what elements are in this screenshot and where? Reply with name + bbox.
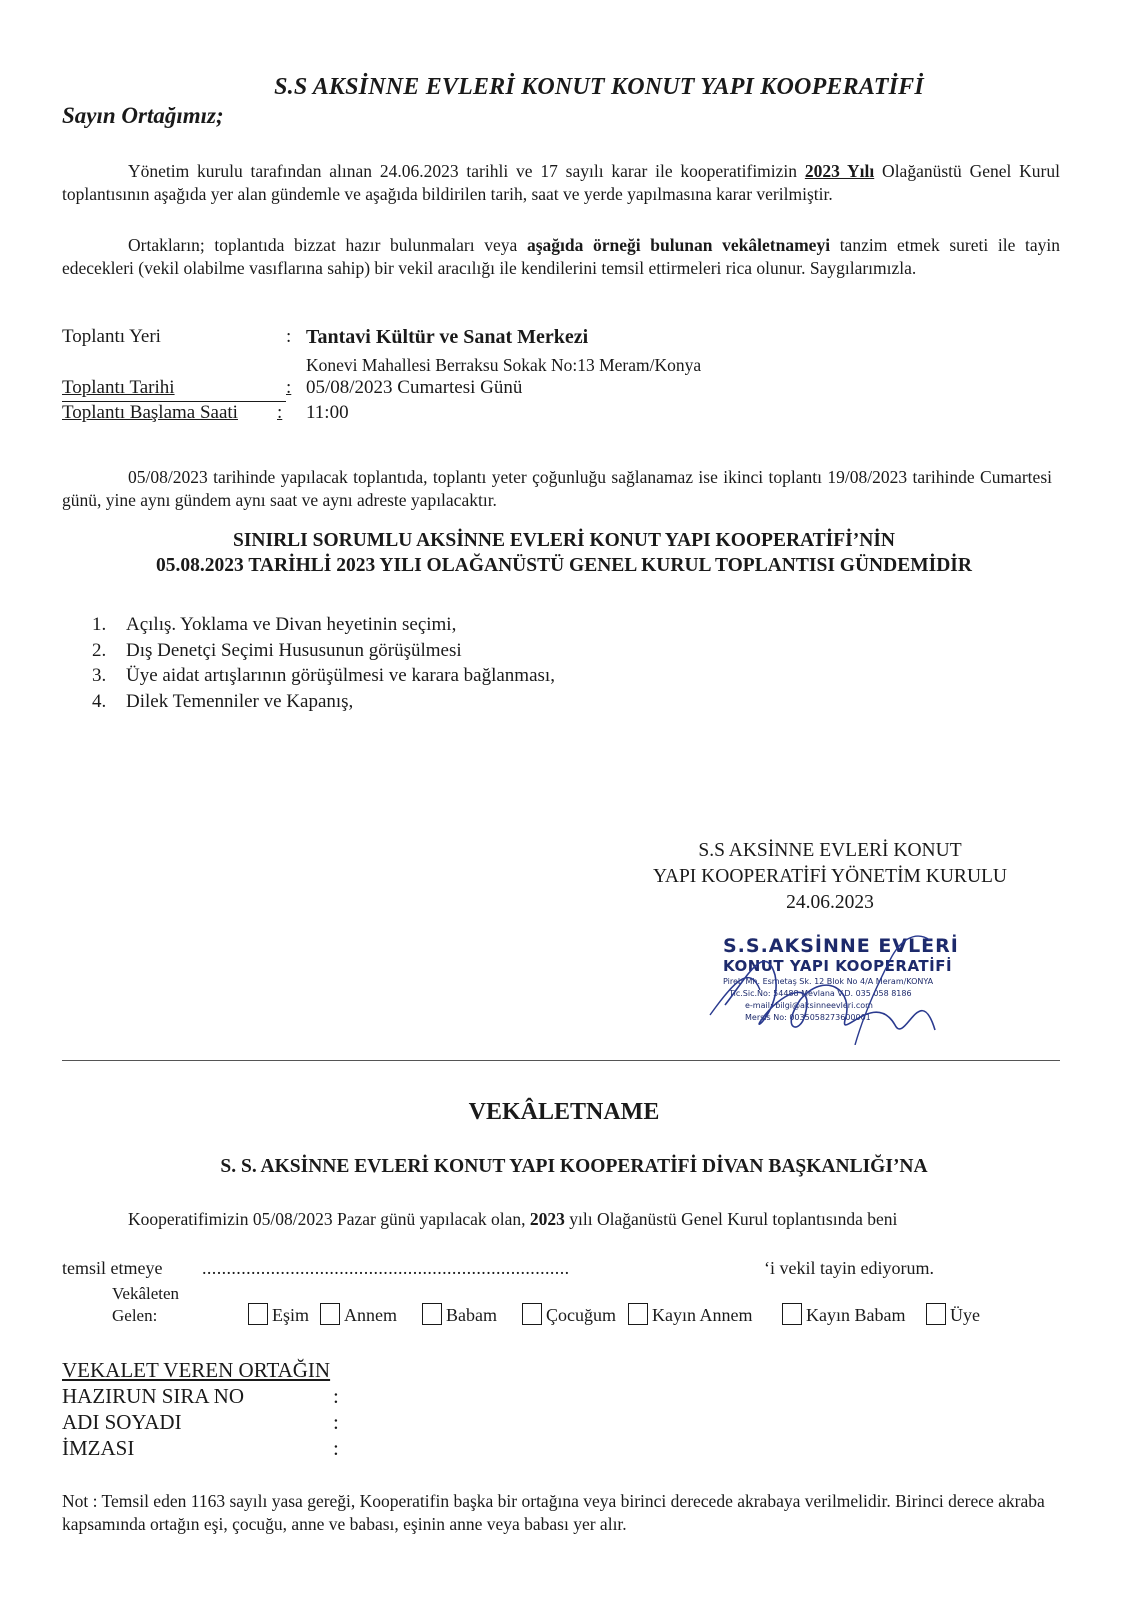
place-colon: :	[286, 326, 292, 347]
checkbox[interactable]	[422, 1303, 442, 1325]
board-signature-line1: S.S AKSİNNE EVLERİ KONUT	[698, 840, 962, 861]
handwritten-signature	[705, 920, 965, 1045]
relation-option-spouse[interactable]	[248, 1303, 309, 1326]
proxy-text: Kooperatifimizin 05/08/2023 Pazar günü yapılacak olan,	[128, 1209, 530, 1229]
checkbox[interactable]	[522, 1303, 542, 1325]
option-label: Annem	[344, 1305, 397, 1325]
stamp-text-4: Tic.Sic.No: 54488 Mevlana V.D. 035 058 8186	[729, 989, 912, 998]
form-row-list-no: HAZIRUN SIRA NO	[62, 1384, 245, 1408]
stamp-text-6: Mersis No: 0035058273600001	[745, 1013, 871, 1022]
intro-text: tanzim etmek sureti ile tayin edecekleri (vekil olabilme vasıflarına sahip) bir vekil aracılığı ile kendilerini temsil ettirmeleri rica olunur. Saygılarımızla.	[62, 235, 1060, 278]
intro-paragraph-1	[62, 160, 1060, 206]
place-label: Toplantı Yeri	[62, 326, 161, 347]
stamp-text-3: Pireb Mh. Esmetaş Sk. 12 Blok No 4/A Meram/KONYA	[723, 977, 934, 986]
proxy-title: VEKÂLETNAME	[468, 1099, 660, 1125]
relation-option-child[interactable]	[522, 1303, 616, 1326]
date-label-underline	[62, 377, 286, 402]
agenda-heading-2: 05.08.2023 TARİHLİ 2023 YILI OLAĞANÜSTÜ GENEL KURUL TOPLANTISI GÜNDEMİDİR	[156, 555, 972, 576]
agenda-item	[92, 663, 555, 689]
intro-text: Olağanüstü Genel Kurul toplantısının aşağıda yer alan gündemle ve aşağıda bildirilen tarih, saat ve yerde yapılmasına karar verilmiştir.	[62, 161, 1060, 204]
representative-name-field[interactable]: ...........................................................................	[202, 1258, 570, 1278]
legal-note: Not : Temsil eden 1163 sayılı yasa gereği, Kooperatifin başka bir ortağına veya birinci derecede akrabaya verilmelidir. Birinci derece akraba kapsamında ortağın eşi, çocuğu, anne ve babası, eşinin anne veya babası yer alır.	[62, 1491, 1045, 1534]
board-signature-date: 24.06.2023	[786, 892, 874, 913]
agenda-heading-1: SINIRLI SORUMLU AKSİNNE EVLERİ KONUT YAPI KOOPERATİFİ’NİN	[232, 530, 896, 551]
agenda-item	[92, 612, 555, 638]
option-label: Kayın Babam	[806, 1305, 906, 1325]
date-label: Toplantı Tarihi	[62, 377, 175, 398]
form-row-name: ADI SOYADI	[62, 1410, 182, 1434]
form-heading: VEKALET VEREN ORTAĞIN	[62, 1358, 331, 1382]
stamp-text-5: e-mail: bilgi@aksinneevleri.com	[745, 1001, 873, 1010]
proxy-bold-year: 2023	[529, 1209, 565, 1229]
checkbox[interactable]	[782, 1303, 802, 1325]
time-label: Toplantı Başlama Saati	[62, 402, 238, 423]
representative-line	[62, 1258, 1060, 1279]
intro-text: Ortakların; toplantıda bizzat hazır bulunmaları veya	[128, 235, 527, 255]
intro-paragraph-2	[62, 234, 1060, 280]
intro-text: Yönetim kurulu tarafından alınan 24.06.2023 tarihli ve 17 sayılı karar ile kooperatifimizin	[128, 161, 805, 181]
second-meeting-paragraph	[62, 466, 1052, 512]
section-divider	[62, 1060, 1060, 1061]
intro-bold-proxy: aşağıda örneği bulunan vekâletnameyi	[526, 235, 831, 255]
option-label: Çocuğum	[546, 1305, 616, 1325]
agenda-item-text: Dilek Temenniler ve Kapanış,	[126, 690, 354, 712]
salutation: Sayın Ortağımız;	[62, 103, 224, 128]
proxy-subtitle: S. S. AKSİNNE EVLERİ KONUT YAPI KOOPERATİFİ DİVAN BAŞKANLIĞI’NA	[220, 1156, 928, 1177]
agenda-item-number: 1.	[92, 614, 107, 635]
representative-suffix: ‘i vekil tayin ediyorum.	[764, 1258, 934, 1278]
form-colon: :	[333, 1384, 339, 1408]
board-signature-line2: YAPI KOOPERATİFİ YÖNETİM KURULU	[652, 866, 1008, 887]
second-meeting-text: 05/08/2023 tarihinde yapılacak toplantıda, toplantı yeter çoğunluğu sağlanamaz ise ikinci toplantı 19/08/2023 tarihinde Cumartesi günü, yine aynı gündem aynı saat ve aynı adreste yapılacaktır.	[62, 467, 1052, 510]
agenda-item-number: 2.	[92, 639, 107, 661]
cooperative-stamp	[715, 935, 975, 1050]
date-colon: :	[286, 377, 292, 398]
relation-option-mother-in-law[interactable]	[628, 1303, 753, 1326]
agenda-item-number: 3.	[92, 665, 107, 686]
checkbox[interactable]	[628, 1303, 648, 1325]
form-colon: :	[333, 1410, 339, 1434]
relation-options	[0, 1303, 1128, 1333]
document-title: S.S AKSİNNE EVLERİ KONUT KONUT YAPI KOOPERATİFİ	[274, 74, 924, 100]
intro-bold-year: 2023 Yılı	[804, 161, 875, 181]
agenda-item-text: Üye aidat artışlarının görüşülmesi ve karara bağlanması,	[126, 665, 555, 686]
date-value: 05/08/2023 Cumartesi Günü	[306, 377, 523, 398]
time-value: 11:00	[306, 402, 349, 423]
stamp-text-1: S.S.AKSİNNE EVLERİ	[723, 935, 959, 957]
place-address: Konevi Mahallesi Berraksu Sokak No:13 Meram/Konya	[306, 355, 702, 375]
agenda-item-text: Açılış. Yoklama ve Divan heyetinin seçimi,	[126, 614, 457, 635]
form-row-signature: İMZASI	[62, 1436, 135, 1460]
checkbox[interactable]	[248, 1303, 268, 1325]
place-name: Tantavi Kültür ve Sanat Merkezi	[306, 326, 589, 348]
relation-option-father-in-law[interactable]	[782, 1303, 905, 1326]
agenda-list	[92, 612, 555, 714]
relation-label-1: Vekâleten	[112, 1284, 180, 1303]
option-label: Üye	[950, 1305, 980, 1325]
agenda-item	[92, 638, 555, 664]
stamp-text-2: KONUT YAPI KOOPERATİFİ	[723, 957, 953, 975]
agenda-item	[92, 689, 555, 715]
relation-option-father[interactable]	[422, 1303, 497, 1326]
checkbox[interactable]	[926, 1303, 946, 1325]
proxy-paragraph	[62, 1208, 1060, 1231]
checkbox[interactable]	[320, 1303, 340, 1325]
option-label: Eşim	[272, 1305, 310, 1325]
option-label: Babam	[446, 1305, 497, 1325]
proxy-text: yılı Olağanüstü Genel Kurul toplantısında beni	[564, 1209, 898, 1229]
agenda-item-number: 4.	[92, 690, 107, 712]
representative-label: temsil etmeye	[62, 1258, 163, 1278]
relation-option-member[interactable]	[926, 1303, 980, 1326]
relation-label-2: Gelen:	[112, 1306, 158, 1325]
relation-option-mother[interactable]	[320, 1303, 397, 1326]
time-colon: :	[277, 402, 283, 423]
agenda-item-text: Dış Denetçi Seçimi Hususunun görüşülmesi	[126, 639, 462, 661]
form-colon: :	[333, 1436, 339, 1460]
option-label: Kayın Annem	[652, 1305, 753, 1325]
